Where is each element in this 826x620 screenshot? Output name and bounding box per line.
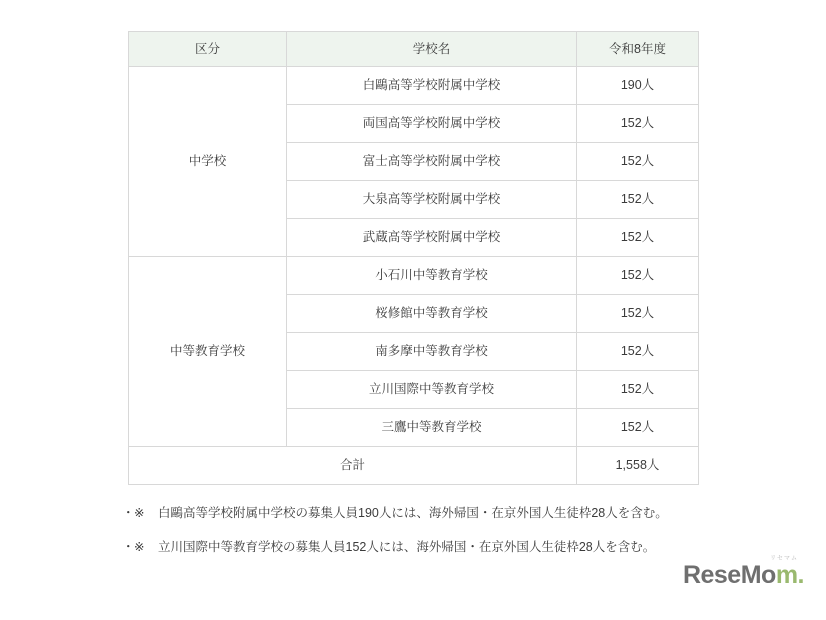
reference-mark-icon: ※ — [134, 506, 145, 520]
school-name: 大泉高等学校附属中学校 — [287, 181, 577, 219]
school-name: 桜修館中等教育学校 — [287, 295, 577, 333]
school-count: 190人 — [577, 67, 699, 105]
logo-subtext: リセマム — [770, 556, 798, 562]
reference-mark-icon: ※ — [134, 539, 145, 554]
school-name: 両国高等学校附属中学校 — [287, 105, 577, 143]
table-total-row — [129, 447, 699, 485]
footnote-text: 白鷗高等学校附属中学校の募集人員190人には、海外帰国・在京外国人生徒枠28人を含む。 — [158, 506, 668, 520]
footnote-item — [122, 505, 782, 523]
school-count: 152人 — [577, 295, 699, 333]
school-count: 152人 — [577, 105, 699, 143]
school-count: 152人 — [577, 143, 699, 181]
logo-part-rese: ReseMo — [682, 561, 776, 589]
bullet-marker: ・ — [122, 539, 135, 554]
group-label-junior-high: 中学校 — [129, 67, 287, 257]
column-header-year: 令和8年度 — [577, 32, 699, 67]
table-row — [129, 257, 699, 295]
logo-dot: . — [797, 561, 804, 589]
school-name: 小石川中等教育学校 — [287, 257, 577, 295]
school-count: 152人 — [577, 409, 699, 447]
logo-part-m: m — [775, 561, 798, 589]
bullet-marker: ・ — [122, 506, 135, 520]
school-name: 南多摩中等教育学校 — [287, 333, 577, 371]
school-name: 白鷗高等学校附属中学校 — [287, 67, 577, 105]
column-header-category: 区分 — [129, 32, 287, 67]
school-count: 152人 — [577, 219, 699, 257]
school-count: 152人 — [577, 371, 699, 409]
total-label: 合計 — [129, 447, 577, 485]
table-row — [129, 67, 699, 105]
school-name: 富士高等学校附属中学校 — [287, 143, 577, 181]
enrollment-table-container — [128, 31, 698, 485]
logo-wordmark — [683, 561, 804, 589]
school-name: 立川国際中等教育学校 — [287, 371, 577, 409]
school-name: 三鷹中等教育学校 — [287, 409, 577, 447]
school-count: 152人 — [577, 333, 699, 371]
school-name: 武蔵高等学校附属中学校 — [287, 219, 577, 257]
group-label-secondary-education: 中等教育学校 — [129, 257, 287, 447]
school-count: 152人 — [577, 257, 699, 295]
footnote-text: 立川国際中等教育学校の募集人員152人には、海外帰国・在京外国人生徒枠28人を含む。 — [158, 539, 656, 554]
footnote-item — [122, 539, 782, 557]
school-count: 152人 — [577, 181, 699, 219]
column-header-school: 学校名 — [287, 32, 577, 67]
total-count: 1,558人 — [577, 447, 699, 485]
table-header-row — [129, 32, 699, 67]
resemom-logo — [683, 556, 804, 588]
enrollment-table — [128, 31, 699, 485]
